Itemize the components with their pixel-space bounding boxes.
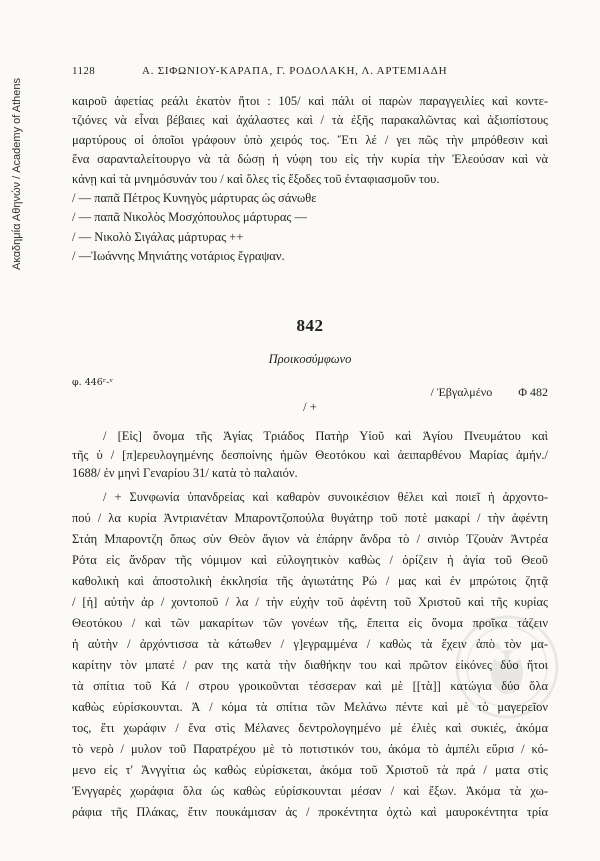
text-line: ράφια τῆς Πλάκας, ἔτιν πουκάμισαν ἀς / προκέντητα ὀχτὼ καὶ μαυροκέντητα τρία bbox=[72, 805, 548, 819]
invocation-cross: / + bbox=[303, 400, 317, 414]
text-line: τζιόνες νὰ εἶναι βέβαιες καὶ ἀχάλαστες καὶ / τὰ ἐξῆς παρακαλῶντας καὶ ἀξιοπίστους bbox=[72, 113, 548, 128]
document-title: Προικοσύμφωνο bbox=[268, 352, 352, 366]
running-header-authors: Α. ΣΙΦΩΝΙΟΥ-ΚΑΡΑΠΑ, Γ. ΡΟΔΟΛΑΚΗ, Λ. ΑΡΤΕΜΙΑΔΗ bbox=[142, 65, 448, 77]
side-watermark: Ακαδημία Αθηνών / Academy of Athens bbox=[11, 77, 23, 270]
text-line: ἕνα σαρανταλείτουργο νὰ τὰ δώσῃ ἡ νύφη του εἰς τὴν κυρία τὴν Ἐλεούσαν καὶ νὰ bbox=[72, 152, 548, 167]
academy-seal-watermark-icon bbox=[452, 612, 562, 722]
text-line: Ρότα εἰς ἄνδραν τῆς νόμιμον καὶ εὐλογητικὸν καθὼς / ὁρίζειν ἡ ἁγία τοῦ Θεοῦ bbox=[72, 553, 548, 567]
document-number: 842 bbox=[296, 316, 324, 335]
text-line: Θεοτόκου / καὶ τῶν μακαρίτων τῶν γονέων τῆς, ἔπειτα εἰς ὄνομα προῖκα τάζειν bbox=[72, 616, 548, 630]
text-line: καιροῦ ἀφετίας ρεάλι ἑκατὸν ἤτοι : 105/ καὶ πάλι οἱ παρὼν παραγγειλίες καὶ κοντε- bbox=[72, 94, 548, 108]
witness-line: / — παπᾶ Πέτρος Κυνηγὸς μάρτυρας ὡς σάνωθε bbox=[72, 190, 317, 205]
text-line: τῆς ὑ / [π]ερευλογημένης δεσποίνης ἡμῶν Θεοτόκου καὶ ἀειπαρθένου Μαρίας ἀμήν./ bbox=[72, 447, 548, 462]
folio-reference: φ. 446ʳ-ᵛ bbox=[72, 377, 113, 388]
text-line: καθὼς εὑρίσκουνται. Ἀ / κόμα τὰ σπίτια τῶν Μελάνω πέντε καὶ μὲ τὸ μαγερεῖον bbox=[72, 700, 548, 714]
text-line: μαρτύρους οἱ ὁποῖοι γράφουν ὑπὸ χειρός τος. Ἔτι λέ / γει πῶς τὴν μπρόθεσιν καὶ bbox=[72, 132, 548, 147]
copy-note: / Ἐβγαλμένο bbox=[430, 385, 493, 399]
text-line: Ἐνγγαρὲς χωράφια ὅλα ὡς καθὼς εὑρίσκουνται μέσαν / καὶ ἔξων. Ἀκόμα τὰ χω- bbox=[72, 784, 548, 798]
text-line: τὰ σπίτια τοῦ Κά / στρου γροικοῦνται τέσσεραν καὶ μὲ [[τὰ]] κατώγια δύο ὅλα bbox=[72, 679, 548, 693]
invocation-paragraph bbox=[72, 427, 548, 483]
text-line: καρίτην τὸν μπατέ / ραν της κατὰ τὴν διαθήκην του καὶ πρῶτον εἰκόνες δύο ἤτοι bbox=[72, 658, 548, 672]
text-line: πού / λα κυρία Ἀντριανέταν Μπαροντζοπούλα θυγάτηρ τοῦ ποτὲ μακαρί / τὴν ἀφέντη bbox=[72, 511, 548, 525]
text-line: / [ἡ] αὐτὴν ἀρ / χοντοποῦ / λα / τὴν εὐχὴν τοῦ ἀφέντη τοῦ Χριστοῦ καὶ τῆς κυρίας bbox=[72, 595, 548, 609]
text-line: τὸ νερὸ / μυλον τοῦ Παρατρέχου μὲ τὸ ποτιστικόν του, ἀκόμα τὸ ἀμπέλι εὕρισ / κό- bbox=[72, 742, 548, 756]
copy-note-row bbox=[300, 385, 548, 400]
previous-document-text bbox=[72, 92, 548, 267]
text-line: μενο εἰς τ' Ἀνγγίτια ὡς καθὼς εὑρίσκεται, ἀκόμα τοῦ Χριστοῦ τὰ πρά / ματα στὶς bbox=[72, 763, 548, 777]
text-line: ἡ αὐτὴν / ἀρχόντισσα τὰ κάτωθεν / γ]εγραμμένα / καθὼς τὰ ἔχειν ἀπὸ τὸν μα- bbox=[72, 637, 548, 651]
text-line: τος, ἔτι χωράφιν / ἕνα στὶς Μέλανες δεντρολογημένο μὲ ἐλιὲς καὶ συκιές, ἀκόμα bbox=[72, 721, 548, 735]
text-line: καθολικὴ καὶ ἀποστολικὴ ἐκκλησία τῆς ἁγιωτάτης Ρώ / μας καὶ ἐν μπρώτοις ζητᾷ bbox=[72, 574, 548, 588]
page-number: 1128 bbox=[72, 65, 96, 77]
witness-line: / —Ἰωάννης Μηνιάτης νοτάριος ἔγραψαν. bbox=[72, 249, 285, 264]
text-line: / [Εἰς] ὄνομα τῆς Ἁγίας Τριάδος Πατὴρ Υἱοῦ καὶ Ἁγίου Πνευμάτου καὶ bbox=[103, 429, 548, 443]
text-line: Στάη Μπαροντζη ὅπως σὺν Θεὸν ἅγιον νὰ ἐπάρην ἄνδρα τὸ / σινιὸρ Τζουὰν Ἀντρέα bbox=[72, 532, 548, 546]
text-line: 1688/ ἐν μηνὶ Γεναρίου 31/ κατὰ τὸ παλαιόν. bbox=[72, 466, 298, 481]
text-line: / + Συνφωνία ὑπανδρείας καὶ καθαρὸν συνοικέσιον θέλει καὶ ποιεῖ ἡ ἀρχοντο- bbox=[103, 490, 548, 504]
text-line: κάνῃ καὶ τὰ μνημόσυνάν του / καὶ ὅλες τὶς ἔξοδες τοῦ ἐνταφιασμοῦν του. bbox=[72, 171, 440, 186]
archive-reference: Φ 482 bbox=[518, 385, 548, 399]
witness-line: / — παπᾶ Νικολὸς Μοσχόπουλος μάρτυρας — bbox=[72, 210, 307, 225]
witness-line: / — Νικολὸ Σιγάλας μάρτυρας ++ bbox=[72, 229, 244, 244]
